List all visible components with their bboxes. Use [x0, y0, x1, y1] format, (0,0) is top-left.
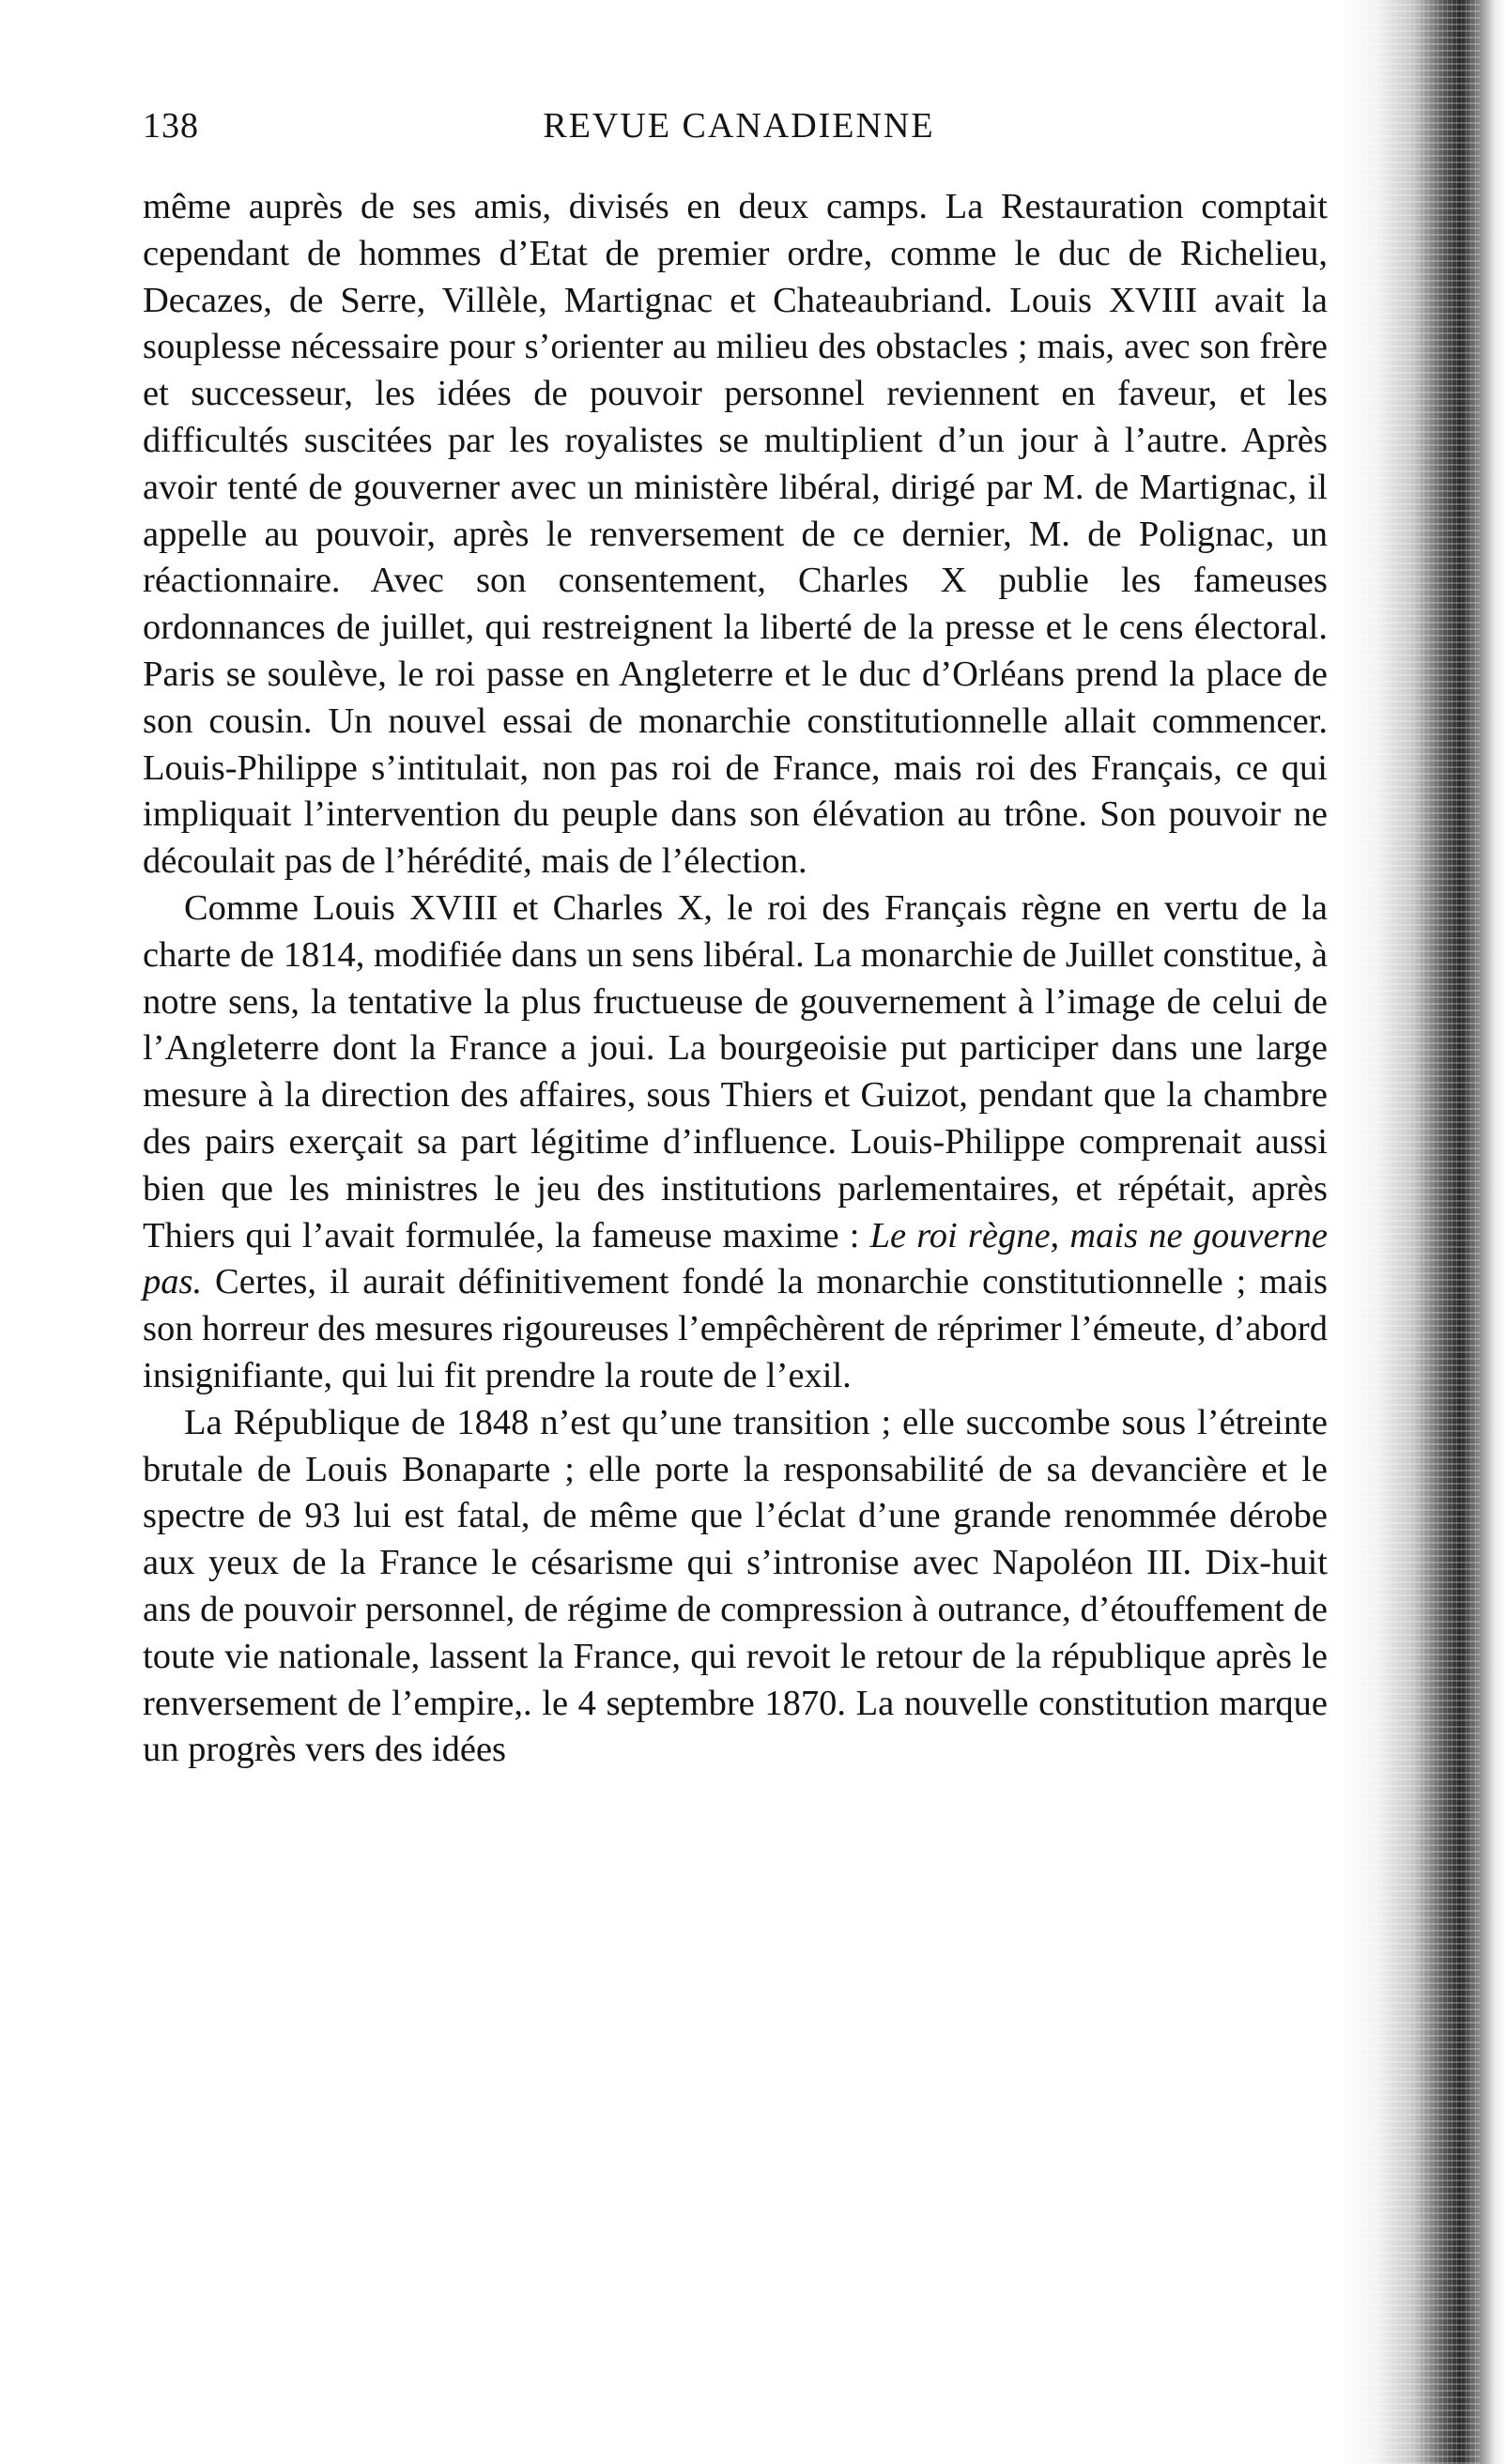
paragraph-2-text-before: Comme Louis XVIII et Charles X, le roi des Français règne en vertu de la charte de 1814, modifiée dans un sens libéral. La monarchie de Juillet constitue, à notre sens, la tentative la plus fructueuse de gouvernement à l’image de celui de l’Angleterre dont la France a joui. La bourgeoisie put participer dans une large mesure à la direction des affaires, sous Thiers et Guizot, pendant que la chambre des pairs exerçait sa part légitime d’influence. Louis-Philippe comprenait aussi bien que les ministres le jeu des institutions parlementaires, et répétait, après Thiers qui l’avait formulée, la fameuse maxime :: [143, 887, 1328, 1255]
paragraph-3: La République de 1848 n’est qu’une transition ; elle succombe sous l’étreinte brutale de Louis Bonaparte ; elle porte la responsabilité de sa devancière et le spectre de 93 lui est fatal, de même que l’éclat d’une grande renommée dérobe aux yeux de la France le césarisme qui s’intronise avec Napoléon III. Dix-huit ans de pouvoir personnel, de régime de compression à outrance, d’étouffement de toute vie nationale, lassent la France, qui revoit le retour de la république après le renversement de l’empire,. le 4 septembre 1870. La nouvelle constitution marque un progrès vers des idées: [143, 1402, 1328, 1770]
page-header: [143, 105, 1335, 158]
paragraph-1: même auprès de ses amis, divisés en deux camps. La Restauration comptait cependant de hommes d’Etat de premier ordre, comme le duc de Richelieu, Decazes, de Serre, Villèle, Martignac et Chateaubriand. Louis XVIII avait la souplesse nécessaire pour s’orienter au milieu des obstacles ; mais, avec son frère et successeur, les idées de pouvoir personnel reviennent en faveur, et les difficultés suscitées par les royalistes se multiplient d’un jour à l’autre. Après avoir tenté de gouverner avec un ministère libéral, dirigé par M. de Martignac, il appelle au pouvoir, après le renversement de ce dernier, M. de Polignac, un réactionnaire. Avec son consentement, Charles X publie les fameuses ordonnances de juillet, qui restreignent la liberté de la presse et le cens électoral. Paris se soulève, le roi passe en Angleterre et le duc d’Orléans prend la place de son cousin. Un nouvel essai de monarchie constitutionnelle allait commencer. Louis-Philippe s’intitulait, non pas roi de France, mais roi des Français, ce qui impliquait l’intervention du peuple dans son élévation au trône. Son pouvoir ne découlait pas de l’hérédité, mais de l’élection.: [143, 187, 1328, 882]
maxim-italic: Le roi règne, mais ne gouverne pas.: [143, 1215, 1328, 1302]
scan-binding-texture: [1358, 0, 1480, 2464]
paragraph-2-text-after: Certes, il aurait définitivement fondé la monarchie constitutionnelle ; mais son horreur des mesures rigoureuses l’empêchèrent de réprimer l’émeute, d’abord insignifiante, qui lui fit prendre la route de l’exil.: [143, 1262, 1328, 1395]
paragraph-2: [143, 886, 1328, 1400]
body-text: [143, 184, 1328, 1774]
running-head: REVUE CANADIENNE: [543, 106, 935, 146]
page-number: 138: [143, 106, 199, 146]
